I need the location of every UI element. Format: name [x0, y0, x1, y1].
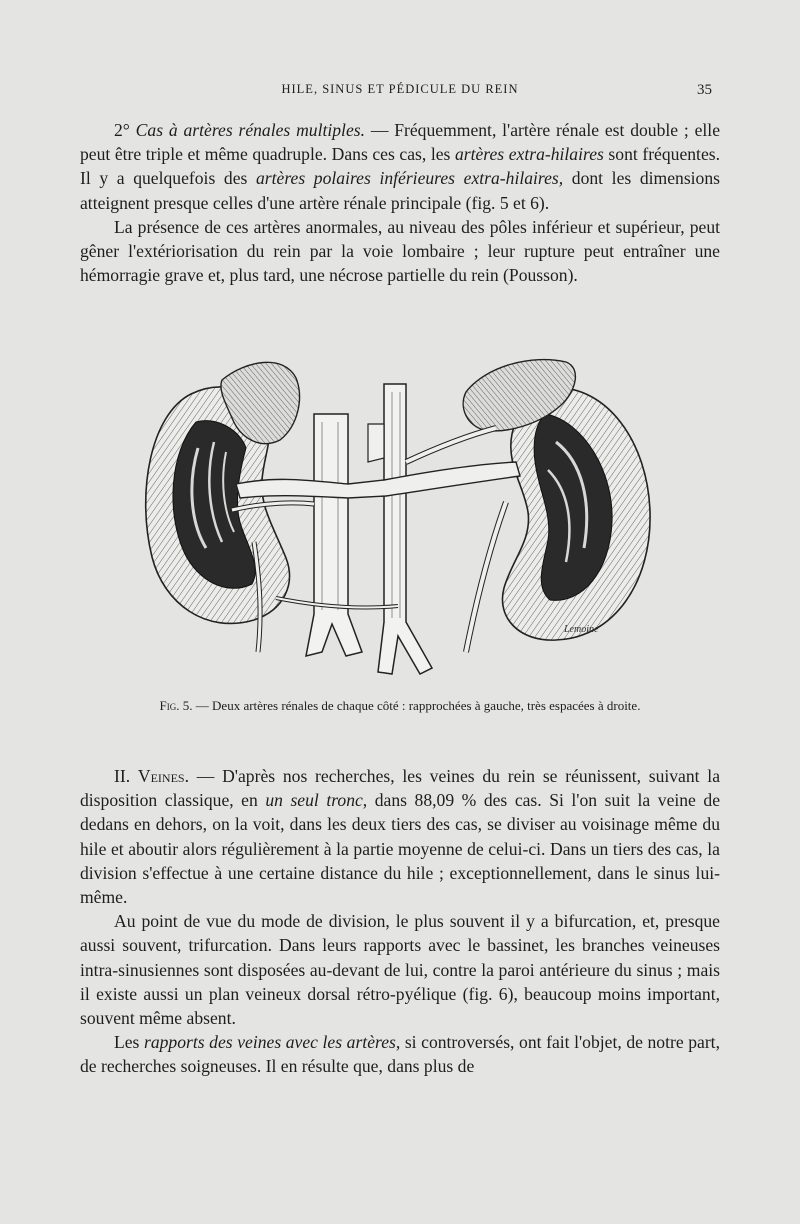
section-heading: Cas à artères rénales multiples. [135, 120, 365, 140]
running-title: HILE, SINUS ET PÉDICULE DU REIN [281, 82, 519, 96]
paragraph-rapports [80, 1030, 720, 1078]
kidney-illustration [136, 352, 654, 680]
italic-term: rapports des veines avec les artères, [143, 1032, 401, 1053]
paragraph-text: — D'après nos recherches, les veines du rein se réunissent, suivant la disposition classique, en [80, 766, 721, 811]
page-number: 35 [697, 82, 712, 98]
paragraph-text: — Fréquemment, l'artère rénale est double ; elle peut être triple et même quadruple. Dans ces cas, les [80, 120, 720, 165]
paragraph-text: dont les dimensions atteignent presque celles d'une artère rénale principale (fig. 5 et 6). [80, 168, 720, 213]
running-head [0, 82, 800, 102]
bottom-text-block [80, 764, 720, 1079]
figure-label: Fig. 5. [159, 698, 193, 713]
kidney-drawing [136, 352, 654, 680]
italic-term: artères extra-hilaires [454, 144, 604, 165]
paragraph-veines [80, 764, 720, 909]
italic-term: artères polaires inférieures extra-hilaires, [256, 168, 564, 189]
top-text-block [80, 118, 720, 287]
vena-cava [306, 414, 362, 656]
figure-caption [120, 696, 680, 716]
section-heading: Veines. [137, 766, 189, 786]
section-number: 2° [114, 120, 130, 140]
illustrator-signature: Lemoine [564, 624, 599, 635]
ureters [254, 502, 506, 652]
paragraph-text: Les [114, 1032, 144, 1053]
paragraph-text: dans 88,09 % des cas. Si l'on suit la veine de dedans en dehors, on la voit, dans les deux tiers des cas, se diviser au voisinage même du hile et aboutir alors régulièrement à la partie moyenne de celui-ci. Dans un tiers des cas, la division s'effectue à une certaine distance du hile ; exceptionnellement, dans le sinus lui-même. [80, 790, 721, 908]
paragraph-division: Au point de vue du mode de division, le plus souvent il y a bifurcation, et, presque aussi souvent, trifurcation. Dans leurs rapports avec le bassinet, les branches veineuses intra-sinusiennes sont disposées au-devant de lui, contre la paroi antérieure du sinus ; mais il existe aussi un plan veineux dorsal rétro-pyélique (fig. 6), beaucoup moins important, souvent même absent. [80, 911, 720, 1029]
paragraph-presence: La présence de ces artères anormales, au niveau des pôles inférieur et supérieur, peut gêner l'extériorisation du rein par la voie lombaire ; leur rupture peut entraîner une hémorragie grave et, plus tard, une nécrose partielle du rein (Pousson). [80, 216, 720, 286]
caption-text: — Deux artères rénales de chaque côté : rapprochées à gauche, très espacées à droite. [192, 698, 641, 713]
aorta [378, 384, 432, 674]
paragraph-text: sont fréquentes. Il y a quelquefois des [80, 144, 720, 189]
italic-term: un seul tronc, [265, 790, 368, 811]
section-number: II. [114, 766, 131, 786]
paragraph-arteres-multiples [80, 118, 720, 215]
paragraph-text: si controversés, ont fait l'objet, de notre part, de recherches soigneuses. Il en résulte que, dans plus de [80, 1032, 720, 1077]
